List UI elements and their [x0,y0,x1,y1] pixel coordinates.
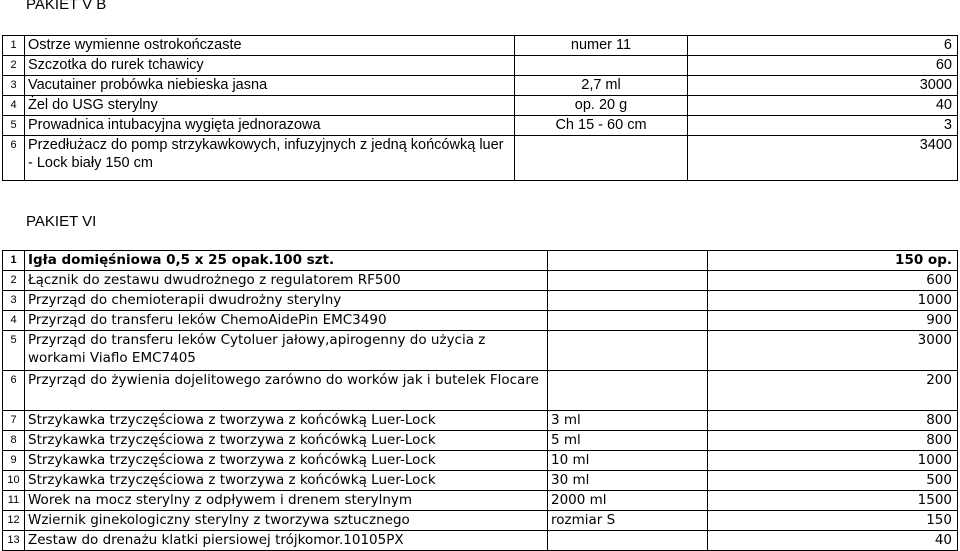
table-row [3,331,958,371]
item-name: Przyrząd do żywienia dojelitowego zarówno do worków jak i butelek Flocare [25,371,548,411]
row-number: 1 [3,251,25,271]
item-quantity: 6 [688,36,958,56]
item-size: 30 ml [548,471,708,491]
item-quantity: 200 [708,371,958,411]
item-size: numer 11 [515,36,688,56]
item-quantity: 150 op. [708,251,958,271]
table-row [3,471,958,491]
item-name: Zestaw do drenażu klatki piersiowej trójkomor.10105PX [25,531,548,551]
item-size [548,251,708,271]
table-row [3,491,958,511]
item-size [515,56,688,76]
table-row [3,136,958,181]
table-row [3,96,958,116]
row-number: 7 [3,411,25,431]
row-number: 13 [3,531,25,551]
table-row [3,371,958,411]
item-quantity: 3000 [708,331,958,371]
table-row [3,451,958,471]
table-row [3,116,958,136]
pakiet-vi-table [2,250,958,551]
item-name: Wziernik ginekologiczny sterylny z tworzywa sztucznego [25,511,548,531]
item-quantity: 3000 [688,76,958,96]
item-quantity: 800 [708,411,958,431]
table-row [3,76,958,96]
item-quantity: 900 [708,311,958,331]
row-number: 4 [3,311,25,331]
row-number: 9 [3,451,25,471]
item-name: Worek na mocz sterylny z odpływem i drenem sterylnym [25,491,548,511]
table-row [3,411,958,431]
pakiet-vi-title: PAKIET VI [26,213,97,230]
item-size [548,311,708,331]
table-row [3,36,958,56]
row-number: 6 [3,371,25,411]
item-size: Ch 15 - 60 cm [515,116,688,136]
table-row [3,531,958,551]
row-number: 2 [3,271,25,291]
row-number: 6 [3,136,25,181]
pakiet-vi-table-body [3,251,958,551]
item-quantity: 150 [708,511,958,531]
item-name: Łącznik do zestawu dwudrożnego z regulatorem RF500 [25,271,548,291]
row-number: 3 [3,291,25,311]
item-name: Przedłużacz do pomp strzykawkowych, infuzyjnych z jedną końcówką luer - Lock biały 150 cm [25,136,515,181]
item-name: Strzykawka trzyczęściowa z tworzywa z końcówką Luer-Lock [25,431,548,451]
item-name: Szczotka do rurek tchawicy [25,56,515,76]
row-number: 5 [3,331,25,371]
table-row [3,251,958,271]
row-number: 4 [3,96,25,116]
item-size: rozmiar S [548,511,708,531]
item-size: op. 20 g [515,96,688,116]
row-number: 5 [3,116,25,136]
table-row [3,291,958,311]
item-quantity: 3 [688,116,958,136]
table-row [3,271,958,291]
item-name: Igła domięśniowa 0,5 x 25 opak.100 szt. [25,251,548,271]
item-size: 2,7 ml [515,76,688,96]
item-name: Ostrze wymienne ostrokończaste [25,36,515,56]
row-number: 11 [3,491,25,511]
row-number: 3 [3,76,25,96]
row-number: 8 [3,431,25,451]
item-name: Przyrząd do chemioterapii dwudrożny sterylny [25,291,548,311]
row-number: 2 [3,56,25,76]
item-quantity: 1000 [708,451,958,471]
item-size: 2000 ml [548,491,708,511]
item-size [548,331,708,371]
item-quantity: 800 [708,431,958,451]
item-name: Przyrząd do transferu leków Cytoluer jałowy,apirogenny do użycia z workami Viaflo EMC7405 [25,331,548,371]
row-number: 10 [3,471,25,491]
item-name: Strzykawka trzyczęściowa z tworzywa z końcówką Luer-Lock [25,411,548,431]
row-number: 1 [3,36,25,56]
table-row [3,56,958,76]
item-quantity: 3400 [688,136,958,181]
item-size [548,291,708,311]
item-size: 3 ml [548,411,708,431]
item-quantity: 1000 [708,291,958,311]
item-name: Strzykawka trzyczęściowa z tworzywa z końcówką Luer-Lock [25,471,548,491]
pakiet-b-title: PAKIET V B [26,0,107,13]
item-quantity: 1500 [708,491,958,511]
item-size [548,271,708,291]
item-size [548,531,708,551]
item-size [548,371,708,411]
item-name: Vacutainer probówka niebieska jasna [25,76,515,96]
item-quantity: 600 [708,271,958,291]
item-quantity: 500 [708,471,958,491]
item-name: Strzykawka trzyczęściowa z tworzywa z końcówką Luer-Lock [25,451,548,471]
item-name: Żel do USG sterylny [25,96,515,116]
item-size: 5 ml [548,431,708,451]
item-quantity: 60 [688,56,958,76]
pakiet-b-table-body [3,36,958,181]
item-size [515,136,688,181]
table-row [3,431,958,451]
item-quantity: 40 [708,531,958,551]
item-name: Przyrząd do transferu leków ChemoAidePin EMC3490 [25,311,548,331]
table-row [3,311,958,331]
item-name: Prowadnica intubacyjna wygięta jednorazowa [25,116,515,136]
row-number: 12 [3,511,25,531]
item-quantity: 40 [688,96,958,116]
item-size: 10 ml [548,451,708,471]
pakiet-b-table [2,35,958,181]
table-row [3,511,958,531]
